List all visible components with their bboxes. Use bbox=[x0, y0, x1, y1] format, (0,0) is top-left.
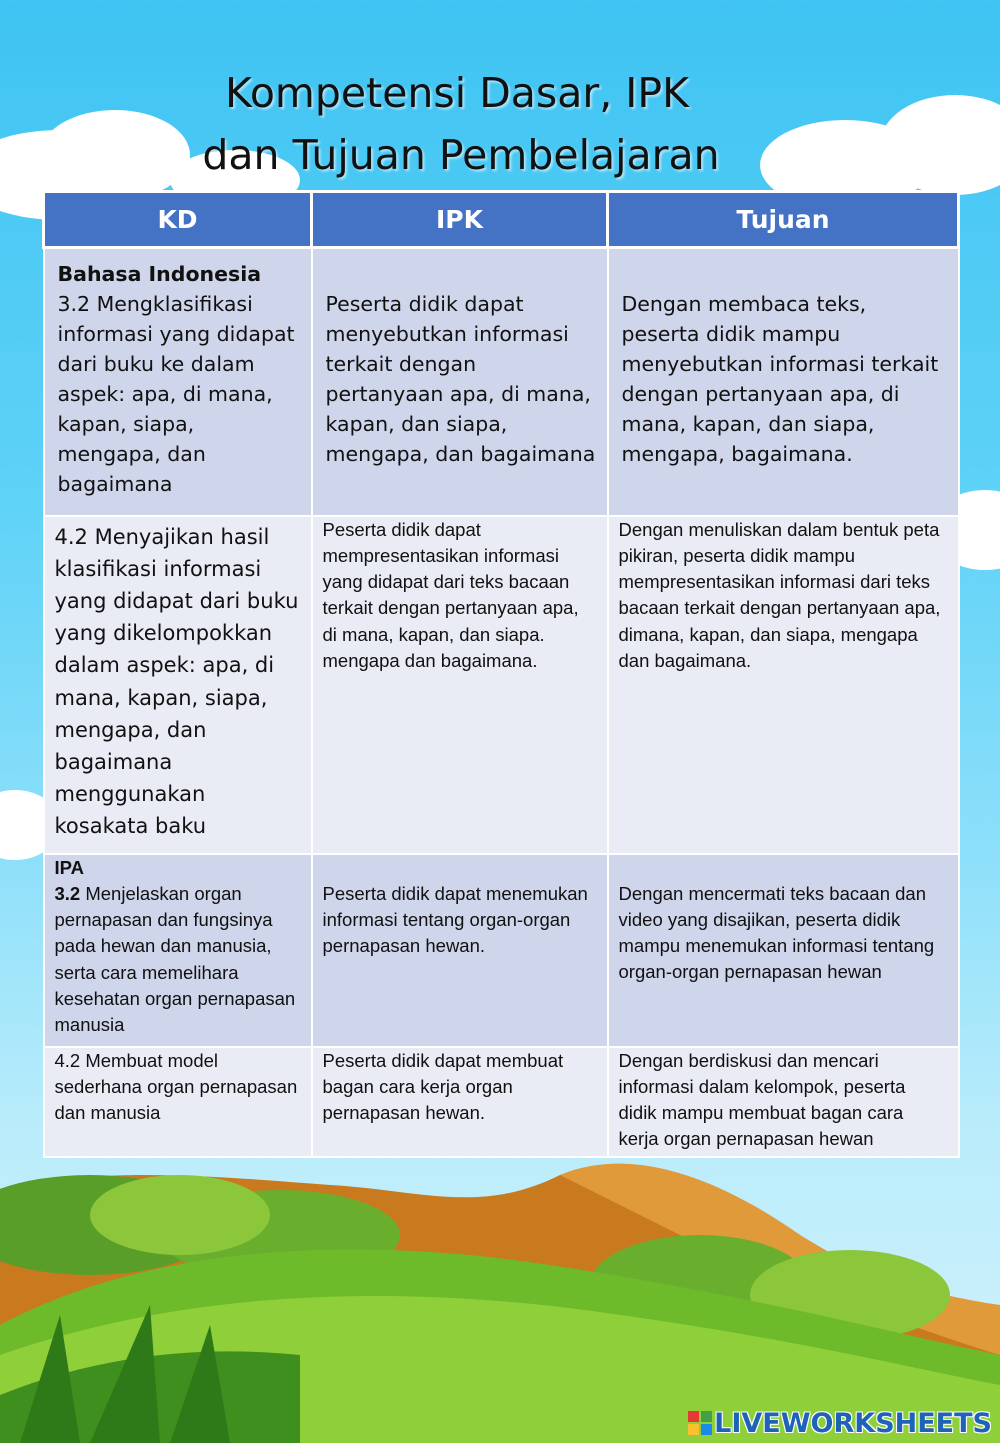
kd-cell: 4.2 Menyajikan hasil klasifikasi informasi yang didapat dari buku yang dikelompokkan dalam aspek: apa, di mana, kapan, siapa, mengapa, dan bagaimana menggunakan kosakata baku bbox=[44, 516, 312, 854]
kd-cell bbox=[44, 854, 312, 1047]
ipk-cell: Peserta didik dapat menyebutkan informasi terkait dengan pertanyaan apa, di mana, kapan, dan siapa, mengapa, dan bagaimana bbox=[312, 248, 608, 516]
ipk-cell: Peserta didik dapat mempresentasikan informasi yang didapat dari teks bacaan terkait dengan pertanyaan apa, di mana, kapan, dan siapa. mengapa dan bagaimana. bbox=[312, 516, 608, 854]
kd-text: Menjelaskan organ pernapasan dan fungsinya pada hewan dan manusia, serta cara memelihara kesehatan organ pernapasan manusia bbox=[54, 882, 296, 1036]
landscape-illustration bbox=[0, 1155, 1000, 1443]
column-header-kd: KD bbox=[44, 192, 312, 248]
table-header-row bbox=[44, 192, 959, 248]
subject-label: IPA bbox=[54, 856, 84, 878]
table-row bbox=[44, 1047, 959, 1157]
tujuan-cell: Dengan berdiskusi dan mencari informasi dalam kelompok, peserta didik mampu membuat bagan cara kerja organ pernapasan hewan bbox=[608, 1047, 959, 1157]
kd-cell: 4.2 Membuat model sederhana organ pernapasan dan manusia bbox=[44, 1047, 312, 1157]
title-line-1: Kompetensi Dasar, IPK bbox=[225, 69, 689, 117]
column-header-ipk: IPK bbox=[312, 192, 608, 248]
kd-number: 3.2 bbox=[54, 882, 81, 904]
table-row bbox=[44, 248, 959, 516]
logo-text: LIVEWORKSHEETS bbox=[714, 1408, 992, 1439]
title-line-2: dan Tujuan Pembelajaran bbox=[202, 131, 720, 179]
logo-icon bbox=[688, 1411, 712, 1435]
subject-label: Bahasa Indonesia bbox=[57, 262, 262, 286]
column-header-tujuan: Tujuan bbox=[608, 192, 959, 248]
liveworksheets-logo bbox=[688, 1408, 992, 1439]
page-title bbox=[0, 62, 1000, 186]
tujuan-cell: Dengan mencermati teks bacaan dan video yang disajikan, peserta didik mampu menemukan informasi tentang organ-organ pernapasan hewan bbox=[608, 854, 959, 1047]
ipk-cell: Peserta didik dapat menemukan informasi tentang organ-organ pernapasan hewan. bbox=[312, 854, 608, 1047]
tujuan-cell: Dengan membaca teks, peserta didik mampu menyebutkan informasi terkait dengan pertanyaan apa, di mana, kapan, dan siapa, mengapa, bagaimana. bbox=[608, 248, 959, 516]
kd-text: 3.2 Mengklasifikasi informasi yang didapat dari buku ke dalam aspek: apa, di mana, kapan, siapa, mengapa, dan bagaimana bbox=[57, 292, 295, 496]
table-row bbox=[44, 516, 959, 854]
competency-table bbox=[42, 190, 960, 1158]
kd-cell bbox=[44, 248, 312, 516]
ipk-cell: Peserta didik dapat membuat bagan cara kerja organ pernapasan hewan. bbox=[312, 1047, 608, 1157]
table-row bbox=[44, 854, 959, 1047]
tujuan-cell: Dengan menuliskan dalam bentuk peta pikiran, peserta didik mampu mempresentasikan informasi dari teks bacaan terkait dengan pertanyaan apa, dimana, kapan, dan siapa, mengapa dan bagaimana. bbox=[608, 516, 959, 854]
